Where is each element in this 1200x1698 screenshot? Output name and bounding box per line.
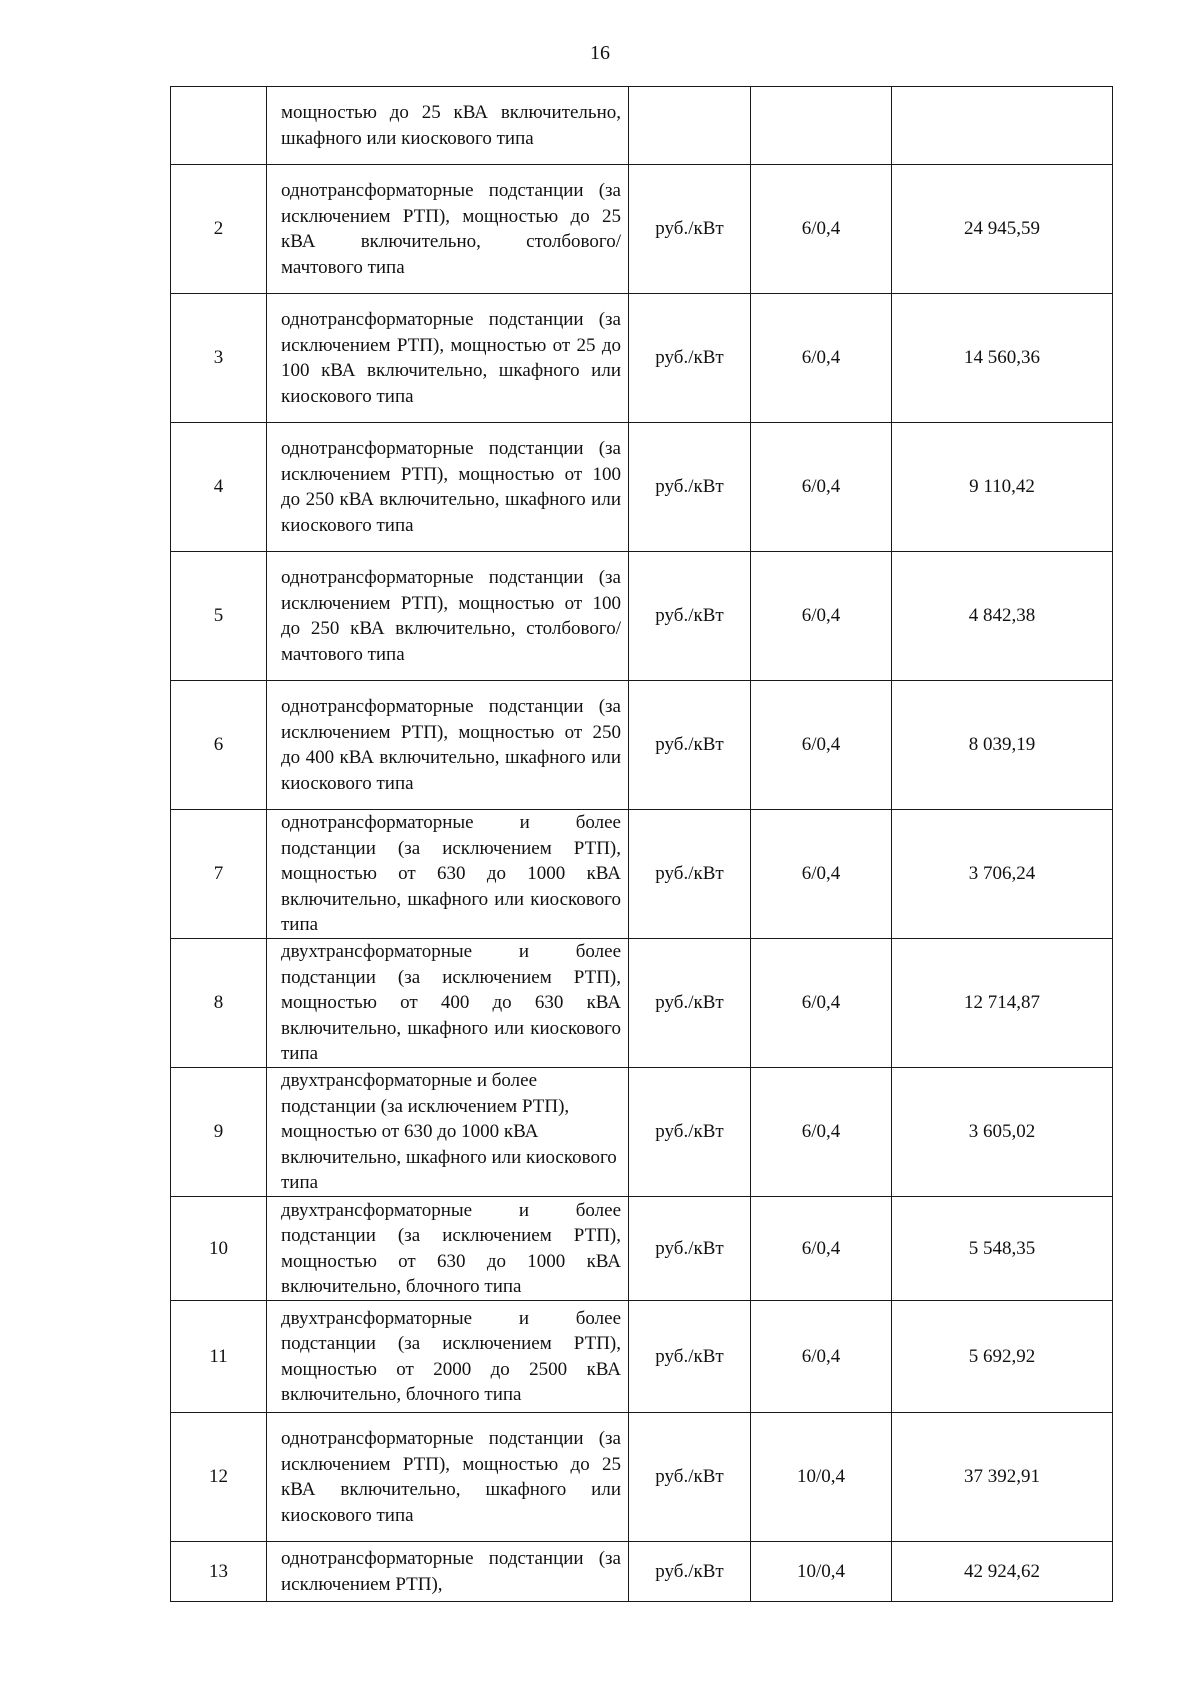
row-number-cell: 5 <box>171 552 267 681</box>
table-row <box>171 810 1113 939</box>
unit-cell: руб./кВт <box>629 681 751 810</box>
row-number-cell: 3 <box>171 294 267 423</box>
rate-value-cell: 5 692,92 <box>892 1301 1113 1413</box>
unit-cell: руб./кВт <box>629 939 751 1068</box>
description-cell <box>267 552 629 681</box>
table-row <box>171 1197 1113 1301</box>
unit-cell: руб./кВт <box>629 1542 751 1602</box>
unit-cell: руб./кВт <box>629 423 751 552</box>
rate-value-cell: 9 110,42 <box>892 423 1113 552</box>
voltage-cell: 10/0,4 <box>751 1413 892 1542</box>
rate-value-cell: 24 945,59 <box>892 165 1113 294</box>
description-cell <box>267 1197 629 1301</box>
table-row <box>171 1413 1113 1542</box>
row-number-cell: 12 <box>171 1413 267 1542</box>
description-cell <box>267 1542 629 1602</box>
description-text: двухтрансформаторные и более подстанции (за исключением РТП), мощностью от 630 до 1000 кВА включительно, блочного типа <box>281 1199 621 1297</box>
description-cell <box>267 294 629 423</box>
row-number-cell: 8 <box>171 939 267 1068</box>
description-text: двухтрансформаторные и более подстанции (за исключением РТП), мощностью от 2000 до 2500 кВА включительно, блочного типа <box>281 1307 621 1405</box>
description-text: однотрансформаторные подстанции (за исключением РТП), мощностью от 100 до 250 кВА включительно, шкафного или киоскового типа <box>281 438 621 536</box>
description-cell <box>267 681 629 810</box>
description-text: однотрансформаторные подстанции (за исключением РТП), <box>281 1548 621 1595</box>
voltage-cell: 6/0,4 <box>751 939 892 1068</box>
unit-cell: руб./кВт <box>629 810 751 939</box>
description-cell <box>267 1068 629 1197</box>
table-row <box>171 165 1113 294</box>
table-row <box>171 939 1113 1068</box>
voltage-cell: 6/0,4 <box>751 1301 892 1413</box>
voltage-cell: 6/0,4 <box>751 1197 892 1301</box>
row-number-cell: 6 <box>171 681 267 810</box>
voltage-cell: 6/0,4 <box>751 681 892 810</box>
rate-value-cell: 42 924,62 <box>892 1542 1113 1602</box>
rate-value-cell: 3 706,24 <box>892 810 1113 939</box>
description-cell <box>267 165 629 294</box>
row-number-cell: 9 <box>171 1068 267 1197</box>
description-cell <box>267 810 629 939</box>
table-row <box>171 1068 1113 1197</box>
voltage-cell <box>751 87 892 165</box>
voltage-cell: 6/0,4 <box>751 294 892 423</box>
table-row <box>171 423 1113 552</box>
description-text: двухтрансформаторные и более подстанции (за исключением РТП), мощностью от 630 до 1000 кВА включительно, шкафного или киоскового типа <box>281 1070 617 1194</box>
voltage-cell: 6/0,4 <box>751 810 892 939</box>
rate-value-cell: 37 392,91 <box>892 1413 1113 1542</box>
page-number: 16 <box>590 42 610 64</box>
unit-cell: руб./кВт <box>629 1301 751 1413</box>
unit-cell <box>629 87 751 165</box>
description-cell <box>267 1413 629 1542</box>
description-text: однотрансформаторные подстанции (за исключением РТП), мощностью от 25 до 100 кВА включительно, шкафного или киоскового типа <box>281 309 621 407</box>
description-text: однотрансформаторные подстанции (за исключением РТП), мощностью до 25 кВА включительно, шкафного или киоскового типа <box>281 1428 621 1526</box>
voltage-cell: 6/0,4 <box>751 423 892 552</box>
unit-cell: руб./кВт <box>629 552 751 681</box>
table-body <box>171 87 1113 1602</box>
rate-value-cell: 12 714,87 <box>892 939 1113 1068</box>
table-row <box>171 681 1113 810</box>
rate-value-cell: 3 605,02 <box>892 1068 1113 1197</box>
table-row <box>171 1301 1113 1413</box>
description-cell <box>267 423 629 552</box>
voltage-cell: 6/0,4 <box>751 165 892 294</box>
unit-cell: руб./кВт <box>629 1197 751 1301</box>
row-number-cell: 13 <box>171 1542 267 1602</box>
rate-value-cell <box>892 87 1113 165</box>
table-row <box>171 87 1113 165</box>
rate-value-cell: 5 548,35 <box>892 1197 1113 1301</box>
description-text: однотрансформаторные подстанции (за исключением РТП), мощностью от 100 до 250 кВА включительно, столбового/мачтового типа <box>281 567 621 665</box>
voltage-cell: 6/0,4 <box>751 1068 892 1197</box>
table-row <box>171 1542 1113 1602</box>
description-cell <box>267 939 629 1068</box>
row-number-cell: 10 <box>171 1197 267 1301</box>
table-row <box>171 294 1113 423</box>
voltage-cell: 10/0,4 <box>751 1542 892 1602</box>
description-text: однотрансформаторные и более подстанции (за исключением РТП), мощностью от 630 до 1000 кВА включительно, шкафного или киоскового типа <box>281 812 621 936</box>
rate-value-cell: 8 039,19 <box>892 681 1113 810</box>
description-text: однотрансформаторные подстанции (за исключением РТП), мощностью от 250 до 400 кВА включительно, шкафного или киоскового типа <box>281 696 621 794</box>
description-cell <box>267 1301 629 1413</box>
row-number-cell: 2 <box>171 165 267 294</box>
unit-cell: руб./кВт <box>629 1413 751 1542</box>
voltage-cell: 6/0,4 <box>751 552 892 681</box>
unit-cell: руб./кВт <box>629 1068 751 1197</box>
tariff-table <box>170 86 1113 1602</box>
description-text: мощностью до 25 кВА включительно, шкафного или киоскового типа <box>281 102 621 149</box>
description-cell <box>267 87 629 165</box>
row-number-cell: 11 <box>171 1301 267 1413</box>
description-text: однотрансформаторные подстанции (за исключением РТП), мощностью до 25 кВА включительно, столбового/мачтового типа <box>281 180 621 278</box>
description-text: двухтрансформаторные и более подстанции (за исключением РТП), мощностью от 400 до 630 кВА включительно, шкафного или киоскового типа <box>281 941 621 1065</box>
rate-value-cell: 4 842,38 <box>892 552 1113 681</box>
row-number-cell: 4 <box>171 423 267 552</box>
table-row <box>171 552 1113 681</box>
unit-cell: руб./кВт <box>629 165 751 294</box>
row-number-cell <box>171 87 267 165</box>
row-number-cell: 7 <box>171 810 267 939</box>
unit-cell: руб./кВт <box>629 294 751 423</box>
rate-value-cell: 14 560,36 <box>892 294 1113 423</box>
